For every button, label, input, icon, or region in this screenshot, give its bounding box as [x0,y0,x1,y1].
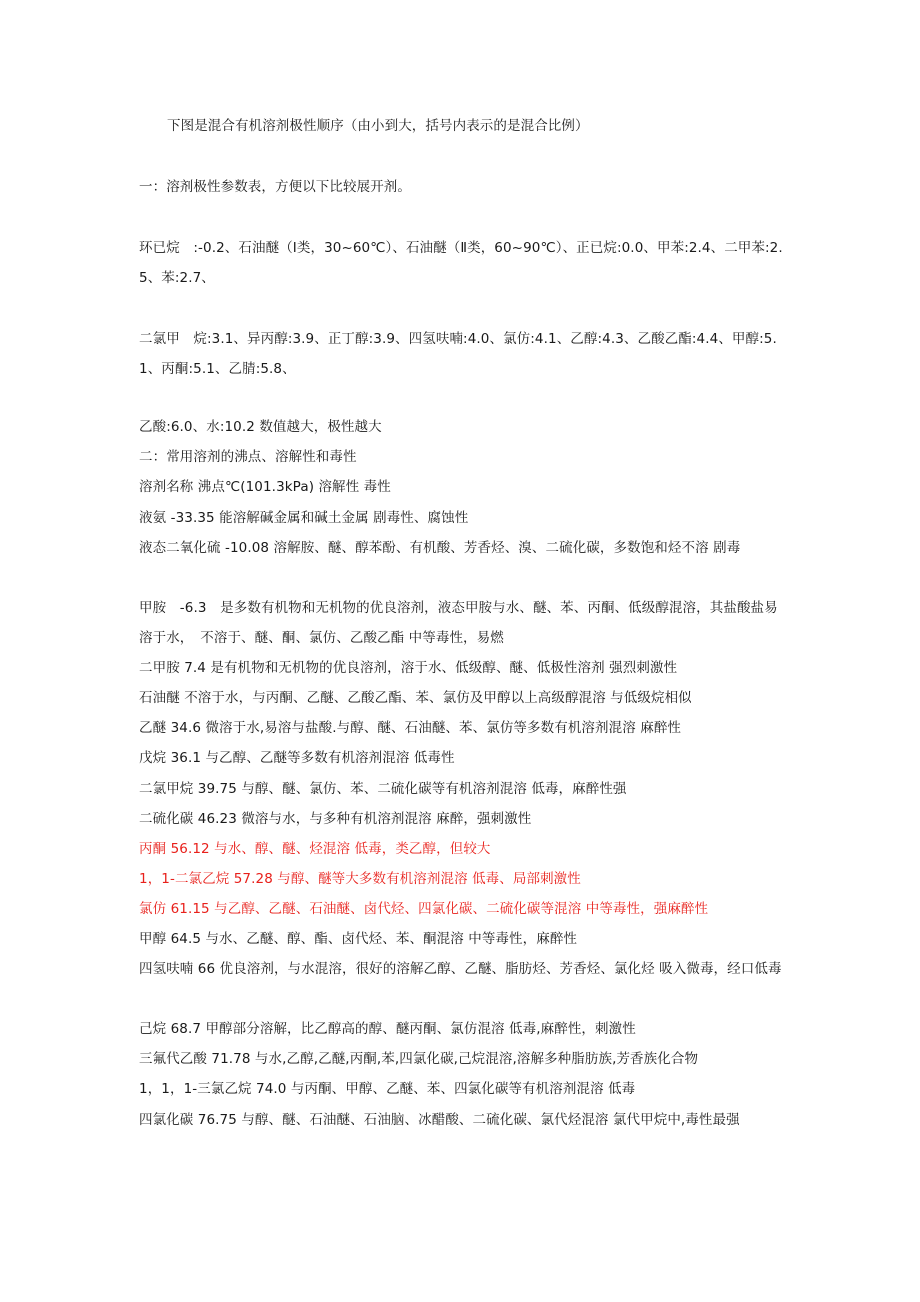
solvent-entry-highlighted: 丙酮 56.12 与水、醇、醚、烃混溶 低毒，类乙醇，但较大 [139,841,491,857]
polarity-paragraph-1: 环已烷 :-0.2、石油醚（Ⅰ类，30~60℃）、石油醚（Ⅱ类，60~90℃）、正已烷:0.0、甲苯:2.4、二甲苯:2.5、苯:2.7、 [139,240,783,286]
solvent-entry: 戊烷 36.1 与乙醇、乙醚等多数有机溶剂混溶 低毒性 [139,750,455,766]
solvent-entry: 1，1，1-三氯乙烷 74.0 与丙酮、甲醇、乙醚、苯、四氯化碳等有机溶剂混溶 低毒 [139,1081,636,1097]
solvent-entry: 二氯甲烷 39.75 与醇、醚、氯仿、苯、二硫化碳等有机溶剂混溶 低毒，麻醉性强 [139,781,627,797]
solvent-entry: 己烷 68.7 甲醇部分溶解，比乙醇高的醇、醚丙酮、氯仿混溶 低毒,麻醉性，刺激性 [139,1021,636,1037]
solvent-entry: 液态二氧化硫 -10.08 溶解胺、醚、醇苯酚、有机酸、芳香烃、溴、二硫化碳，多数饱和烃不溶 剧毒 [139,540,741,556]
section1-title: 一：溶剂极性参数表，方便以下比较展开剂。 [139,179,411,195]
solvent-entry: 甲胺 -6.3 是多数有机物和无机物的优良溶剂，液态甲胺与水、醚、苯、丙酮、低级醇混溶，其盐酸盐易溶于水， 不溶于、醚、酮、氯仿、乙酸乙酯 中等毒性，易燃 [139,600,778,646]
solvent-entry: 三氟代乙酸 71.78 与水,乙醇,乙醚,丙酮,苯,四氯化碳,己烷混溶,溶解多种脂肪族,芳香族化合物 [139,1051,699,1067]
solvent-entry-highlighted: 氯仿 61.15 与乙醇、乙醚、石油醚、卤代烃、四氯化碳、二硫化碳等混溶 中等毒性，强麻醉性 [139,901,709,917]
solvent-entry: 二甲胺 7.4 是有机物和无机物的优良溶剂，溶于水、低级醇、醚、低极性溶剂 强烈刺激性 [139,660,678,676]
solvent-entry-highlighted: 1，1-二氯乙烷 57.28 与醇、醚等大多数有机溶剂混溶 低毒、局部刺激性 [139,871,581,887]
solvent-entry: 二硫化碳 46.23 微溶与水，与多种有机溶剂混溶 麻醉，强刺激性 [139,811,532,827]
solvent-entry: 石油醚 不溶于水，与丙酮、乙醚、乙酸乙酯、苯、氯仿及甲醇以上高级醇混溶 与低级烷相似 [139,690,692,706]
solvent-entry: 乙醚 34.6 微溶于水,易溶与盐酸.与醇、醚、石油醚、苯、氯仿等多数有机溶剂混溶 麻醉性 [139,720,682,736]
intro-paragraph: 下图是混合有机溶剂极性顺序（由小到大，括号内表示的是混合比例） [167,118,589,134]
solvent-entry: 甲醇 64.5 与水、乙醚、醇、酯、卤代烃、苯、酮混溶 中等毒性，麻醉性 [139,931,578,947]
table-header: 溶剂名称 沸点℃(101.3kPa) 溶解性 毒性 [139,479,391,495]
solvent-entry: 液氨 -33.35 能溶解碱金属和碱土金属 剧毒性、腐蚀性 [139,510,469,526]
solvent-entry: 四氯化碳 76.75 与醇、醚、石油醚、石油脑、冰醋酸、二硫化碳、氯代烃混溶 氯代甲烷中,毒性最强 [139,1112,740,1128]
polarity-paragraph-2: 二氯甲 烷:3.1、异丙醇:3.9、正丁醇:3.9、四氢呋喃:4.0、氯仿:4.1、乙醇:4.3、乙酸乙酯:4.4、甲醇:5.1、丙酮:5.1、乙腈:5.8、 [139,331,777,377]
section2-title: 二：常用溶剂的沸点、溶解性和毒性 [139,449,357,465]
polarity-paragraph-3: 乙酸:6.0、水:10.2 数值越大，极性越大 [139,419,382,435]
solvent-entry: 四氢呋喃 66 优良溶剂，与水混溶，很好的溶解乙醇、乙醚、脂肪烃、芳香烃、氯化烃 吸入微毒，经口低毒 [139,961,782,977]
